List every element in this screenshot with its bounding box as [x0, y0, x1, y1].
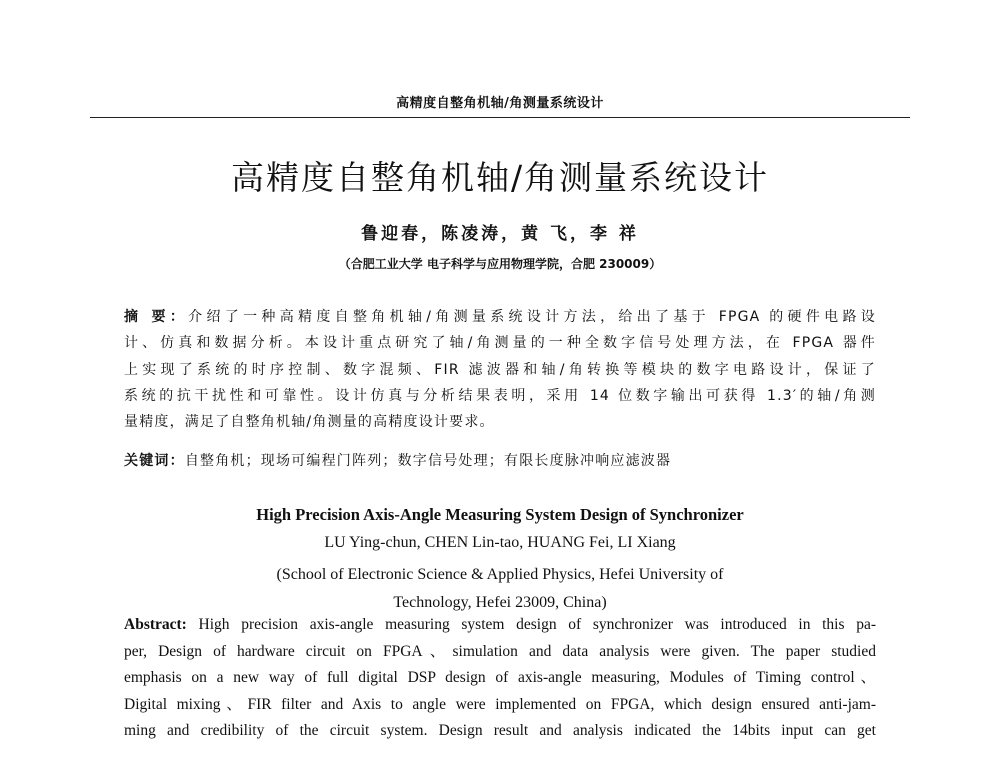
abstract-en-line-4: Digital mixing、FIR filter and Axis to angle were implemented on FPGA, which design ensured anti-jam- — [124, 695, 876, 713]
running-header: 高精度自整角机轴/角测量系统设计 — [396, 96, 604, 111]
abstract-en-line-1 — [124, 612, 876, 639]
affiliation-en — [90, 561, 910, 617]
abstract-cn-label: 摘 要： — [124, 309, 189, 325]
abstract-cn-text: 介绍了一种高精度自整角机轴/角测量系统设计方法，给出了基于 FPGA 的硬件电路设 — [188, 309, 876, 325]
paper-title-en: High Precision Axis-Angle Measuring System Design of Synchronizer — [256, 505, 744, 524]
abstract-cn-line-2: 计、仿真和数据分析。本设计重点研究了轴/角测量的一种全数字信号处理方法，在 FPGA 器件 — [124, 335, 876, 352]
keywords-cn — [124, 450, 876, 472]
abstract-cn-line-3: 上实现了系统的时序控制、数字混频、FIR 滤波器和轴/角转换等模块的数字电路设计，保证了 — [124, 361, 876, 378]
abstract-en-label: Abstract: — [124, 616, 187, 633]
header-rule — [90, 117, 910, 118]
abstract-en-text: High precision axis-angle measuring system design of synchronizer was introduced in this pa- — [198, 616, 877, 633]
abstract-en — [124, 612, 876, 745]
keywords-cn-text: 自整角机；现场可编程门阵列；数字信号处理；有限长度脉冲响应滤波器 — [184, 453, 672, 469]
abstract-en-line-2: per, Design of hardware circuit on FPGA、simulation and data analysis were given. The paper studied — [124, 642, 876, 660]
keywords-cn-label: 关键词： — [124, 453, 185, 469]
authors-cn: 鲁迎春，陈凌涛，黄 飞，李 祥 — [361, 224, 639, 244]
paper-title-cn: 高精度自整角机轴/角测量系统设计 — [230, 158, 770, 197]
authors-en: LU Ying-chun, CHEN Lin-tao, HUANG Fei, LI Xiang — [324, 534, 676, 551]
affiliation-cn: （合肥工业大学 电子科学与应用物理学院，合肥 230009） — [338, 257, 662, 271]
abstract-cn-line-4: 系统的抗干扰性和可靠性。设计仿真与分析结果表明，采用 14 位数字输出可获得 1.3′的轴/角测 — [124, 387, 876, 404]
abstract-en-line-5: ming and credibility of the circuit system. Design result and analysis indicated the 14bits input can get — [124, 722, 876, 739]
abstract-cn — [124, 304, 876, 435]
affiliation-en-line-2: Technology, Hefei 23009, China) — [393, 594, 607, 611]
abstract-en-line-3: emphasis on a new way of full digital DSP design of axis-angle measuring, Modules of Timing control、 — [124, 669, 876, 686]
abstract-cn-line-1 — [124, 304, 876, 330]
abstract-cn-line-5: 量精度，满足了自整角机轴/角测量的高精度设计要求。 — [124, 414, 495, 431]
affiliation-en-line-1: (School of Electronic Science & Applied Physics, Hefei University of — [276, 566, 724, 583]
